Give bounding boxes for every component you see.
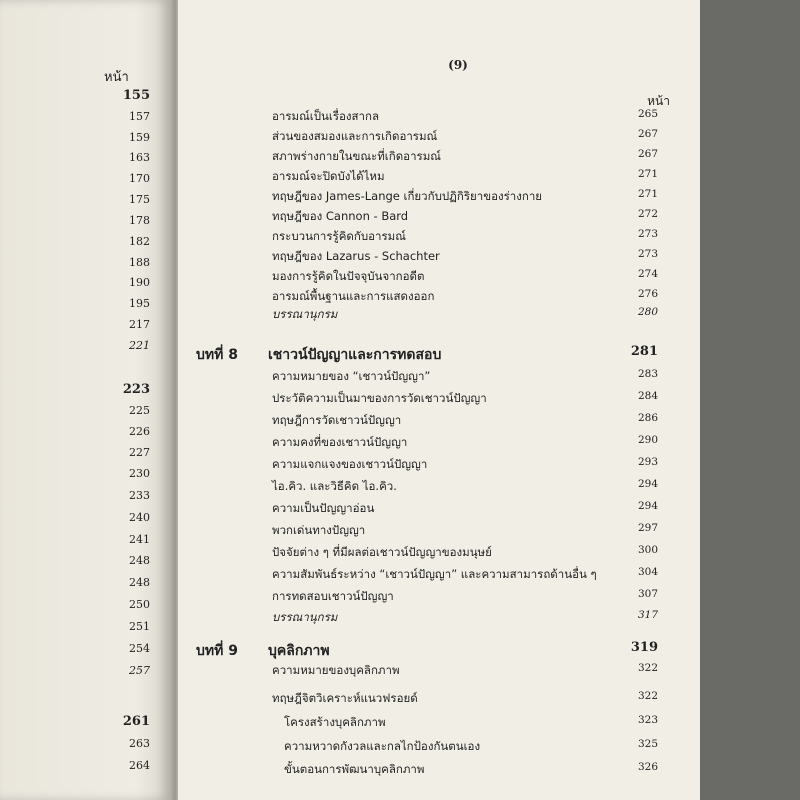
toc-entry xyxy=(272,188,658,206)
toc-entry-page: 323 xyxy=(637,714,658,726)
toc-entry xyxy=(272,434,658,452)
toc-entry-title: บรรณานุกรม xyxy=(272,307,338,321)
toc-entry-title: ความหมายของ “เชาวน์ปัญญา” xyxy=(272,369,431,383)
toc-entry xyxy=(272,108,658,126)
left-page-number: 221 xyxy=(129,339,150,352)
toc-entry-title: ทฤษฎีของ Lazarus - Schachter xyxy=(272,249,440,263)
toc-entry-page: 317 xyxy=(637,609,658,621)
toc-entry-page: 271 xyxy=(637,168,658,180)
toc-entry-page: 274 xyxy=(637,268,658,280)
left-page-number: 225 xyxy=(129,404,150,417)
left-page-number: 254 xyxy=(129,642,150,655)
left-page-number: 248 xyxy=(129,576,150,589)
toc-entry-title: บรรณานุกรม xyxy=(272,610,338,624)
chapter-page: 281 xyxy=(630,344,658,359)
chapter-8-heading xyxy=(196,344,658,366)
toc-entry-title: สภาพร่างกายในขณะที่เกิดอารมณ์ xyxy=(272,149,441,163)
toc-entry xyxy=(272,522,658,540)
left-page-number: 251 xyxy=(129,620,150,633)
toc-entry xyxy=(272,390,658,408)
toc-entry xyxy=(284,738,658,756)
left-page-number: 190 xyxy=(129,276,150,289)
left-page-number: 240 xyxy=(129,511,150,524)
background-surface xyxy=(700,0,800,800)
toc-entry-title: ประวัติความเป็นมาของการวัดเชาวน์ปัญญา xyxy=(272,391,487,405)
toc-entry-page: 284 xyxy=(637,390,658,402)
toc-entry-title: ความสัมพันธ์ระหว่าง “เชาวน์ปัญญา” และความสามารถด้านอื่น ๆ xyxy=(272,567,597,581)
toc-entry-title: โครงสร้างบุคลิกภาพ xyxy=(284,715,386,729)
chapter-label: บทที่ 9 xyxy=(196,643,238,659)
left-page-number: 233 xyxy=(129,489,150,502)
toc-entry-page: 272 xyxy=(637,208,658,220)
chapter-page: 319 xyxy=(630,640,658,655)
page-number: (9) xyxy=(448,58,468,72)
toc-entry xyxy=(272,248,658,266)
left-page-number: 226 xyxy=(129,425,150,438)
toc-entry-title: ขั้นตอนการพัฒนาบุคลิกภาพ xyxy=(284,762,425,776)
toc-entry-title: ความแจกแจงของเชาวน์ปัญญา xyxy=(272,457,428,471)
left-page-number: 188 xyxy=(129,256,150,269)
toc-entry-page: 290 xyxy=(637,434,658,446)
toc-entry-title: อารมณ์พื้นฐานและการแสดงออก xyxy=(272,289,435,303)
toc-entry xyxy=(272,662,658,680)
toc-entry-page: 325 xyxy=(637,738,658,750)
toc-entry-page: 286 xyxy=(637,412,658,424)
left-page-number: 175 xyxy=(129,193,150,206)
toc-entry-title: ทฤษฎีการวัดเชาวน์ปัญญา xyxy=(272,413,402,427)
toc-entry xyxy=(284,714,658,732)
toc-entry-title: ความคงที่ของเชาวน์ปัญญา xyxy=(272,435,408,449)
toc-entry-page: 307 xyxy=(637,588,658,600)
toc-entry xyxy=(272,288,658,306)
toc-entry xyxy=(272,268,658,286)
toc-entry xyxy=(272,228,658,246)
left-page-number: 264 xyxy=(129,759,150,772)
toc-entry xyxy=(272,208,658,226)
toc-entry-page: 322 xyxy=(637,662,658,674)
toc-entry-title: การทดสอบเชาวน์ปัญญา xyxy=(272,589,394,603)
toc-entry-page: 280 xyxy=(637,306,658,318)
toc-entry xyxy=(272,566,658,584)
toc-entry xyxy=(272,544,658,562)
toc-entry xyxy=(272,128,658,146)
toc-entry-page: 267 xyxy=(637,128,658,140)
toc-entry-page: 283 xyxy=(637,368,658,380)
toc-entry xyxy=(272,306,658,324)
toc-entry-page: 294 xyxy=(637,500,658,512)
toc-entry-page: 265 xyxy=(637,108,658,120)
left-page-number: 248 xyxy=(129,554,150,567)
left-page-header: หน้า xyxy=(104,70,129,85)
left-page-number: 178 xyxy=(129,214,150,227)
toc-entry xyxy=(272,368,658,386)
toc-entry xyxy=(272,609,658,627)
toc-entry-page: 300 xyxy=(637,544,658,556)
toc-entry-page: 326 xyxy=(637,761,658,773)
toc-entry-page: 293 xyxy=(637,456,658,468)
toc-entry xyxy=(284,761,658,779)
toc-entry xyxy=(272,690,658,708)
toc-entry-title: อารมณ์เป็นเรื่องสากล xyxy=(272,109,379,123)
left-page-number: 263 xyxy=(129,737,150,750)
toc-entry-page: 273 xyxy=(637,248,658,260)
toc-entry-title: อารมณ์จะปิดบังได้ไหม xyxy=(272,169,385,183)
left-page-number: 195 xyxy=(129,297,150,310)
left-page-number: 230 xyxy=(129,467,150,480)
toc-entry-title: มองการรู้คิดในปัจจุบันจากอดีต xyxy=(272,269,425,283)
left-page-number: 182 xyxy=(129,235,150,248)
chapter-9-heading xyxy=(196,640,658,662)
toc-entry-page: 271 xyxy=(637,188,658,200)
left-page-number: 227 xyxy=(129,446,150,459)
toc-entry-page: 267 xyxy=(637,148,658,160)
toc-entry xyxy=(272,412,658,430)
left-page-number: 217 xyxy=(129,318,150,331)
toc-entry-title: ทฤษฎีจิตวิเคราะห์แนวฟรอยด์ xyxy=(272,691,418,705)
toc-entry xyxy=(272,168,658,186)
toc-entry xyxy=(272,478,658,496)
chapter-title: เชาวน์ปัญญาและการทดสอบ xyxy=(268,347,442,363)
left-page-number: 170 xyxy=(129,172,150,185)
toc-entry-page: 297 xyxy=(637,522,658,534)
left-page-number: 157 xyxy=(129,110,150,123)
left-page-number: 155 xyxy=(122,88,150,103)
chapter-label: บทที่ 8 xyxy=(196,347,238,363)
right-page xyxy=(178,0,700,800)
toc-entry xyxy=(272,148,658,166)
toc-entry-title: ความเป็นปัญญาอ่อน xyxy=(272,501,375,515)
toc-entry-page: 273 xyxy=(637,228,658,240)
toc-entry-title: พวกเด่นทางปัญญา xyxy=(272,523,366,537)
left-page-number: 250 xyxy=(129,598,150,611)
toc-entry-title: ทฤษฎีของ Cannon - Bard xyxy=(272,209,409,223)
left-page-number: 223 xyxy=(122,382,150,397)
left-page-number: 261 xyxy=(122,714,150,729)
toc-entry xyxy=(272,588,658,606)
toc-entry xyxy=(272,500,658,518)
toc-entry-page: 294 xyxy=(637,478,658,490)
toc-entry-title: ส่วนของสมองและการเกิดอารมณ์ xyxy=(272,129,438,143)
toc-entry-title: ความหมายของบุคลิกภาพ xyxy=(272,663,400,677)
left-page xyxy=(0,0,170,800)
toc-entry-title: ปัจจัยต่าง ๆ ที่มีผลต่อเชาวน์ปัญญาของมนุษย์ xyxy=(272,545,492,559)
left-page-number: 159 xyxy=(129,131,150,144)
toc-entry-page: 304 xyxy=(637,566,658,578)
toc-entry-page: 322 xyxy=(637,690,658,702)
left-page-number: 163 xyxy=(129,151,150,164)
left-page-number: 241 xyxy=(129,533,150,546)
toc-entry-title: ไอ.คิว. และวิธีคิด ไอ.คิว. xyxy=(272,479,397,493)
chapter-title: บุคลิกภาพ xyxy=(268,643,330,659)
toc-entry-title: ความหวาดกังวลและกลไกป้องกันตนเอง xyxy=(284,739,481,753)
column-header: หน้า xyxy=(647,94,670,108)
left-page-number: 257 xyxy=(129,664,150,677)
toc-entry xyxy=(272,456,658,474)
toc-entry-title: กระบวนการรู้คิดกับอารมณ์ xyxy=(272,229,406,243)
toc-entry-title: ทฤษฎีของ James-Lange เกี่ยวกับปฏิกิริยาของร่างกาย xyxy=(272,189,543,203)
toc-entry-page: 276 xyxy=(637,288,658,300)
